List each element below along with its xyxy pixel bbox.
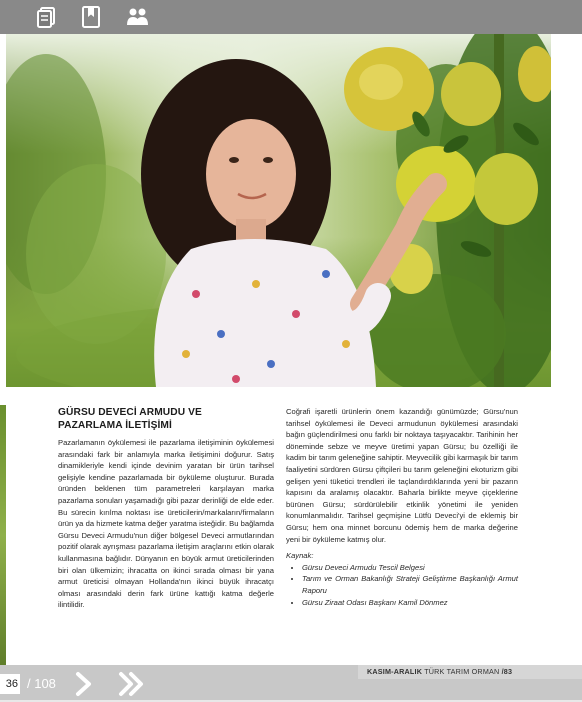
bookmark-icon[interactable] — [78, 4, 104, 30]
copy-icon[interactable] — [34, 4, 60, 30]
footer-magazine: TÜRK TARIM ORMAN — [424, 667, 500, 676]
adjacent-page-strip — [0, 405, 6, 667]
page-footer — [367, 667, 512, 676]
article-column-1 — [58, 437, 274, 611]
article-headline — [58, 406, 258, 432]
article-column-2 — [286, 406, 518, 608]
next-page-button[interactable] — [70, 671, 98, 697]
viewer-toolbar — [0, 0, 582, 34]
current-page-input[interactable]: 36 — [0, 674, 20, 694]
footer-page-number: /83 — [501, 667, 513, 676]
article-photo — [6, 34, 551, 387]
chevron-right-icon — [70, 671, 98, 697]
headline-line-1: GÜRSU DEVECİ ARMUDU VE — [58, 407, 202, 418]
column-2-text: Coğrafi işaretli ürünlerin önem kazandığı günümüzde; Gürsu'nun tarihsel öykülemesi ile Deveci armudunun öykülemesi arasındaki bağın güçlendirilmesi onu farklı bir noktaya taşıyacaktır. Tarihinin her döneminde sebze ve meyve üretimi yapan Gürsu; bu özelliği ile kadim bir tarım geleneğine sahiptir. Meyvecilik gibi karmaşık bir tarım faaliyetini sürdüren Gürsu çiftçileri bu tarım geleneğini ekoturizm gibi gelişen yeni tüketici trendleri ile taçlandırdıklarında yeni bir pazarın kapısını da aralamış olacaktır. Baharla birlikte meyve çiçeklerine bürünen Gürsu; sürdürülebilir etkinlik yönetimi ile yeniden konumlanmalıdır. Tarihsel geçmişine Lütfü Deveci'yi de eklemiş bir Gürsu; hem ona minnet borcunu ödemiş hem de marka değerine yeni bir öyküleme katmış olur. — [286, 407, 518, 544]
double-chevron-right-icon — [117, 671, 145, 697]
headline-line-2: PAZARLAMA İLETİŞİMİ — [58, 420, 172, 431]
source-item: • Tarım ve Orman Bakanlığı Strateji Geliştirme Başkanlığı Armut Raporu — [302, 573, 518, 596]
sources-title: Kaynak: — [286, 551, 314, 561]
column-1-text: Pazarlamanın öykülemesi ile pazarlama iletişiminin öykülemesi arasındaki fark bir anlamıyla marka iletişimini doğurur. Satış dinamikleriyle kendi içinde devinim yaratan bir ürün tarihsel gelişiyle kendine pazarlamada bir öyküleme oluşturur. Burada üründen beklenen tüm parametreleri karşılayan marka pazarlama sonuları yaşamadığı gibi pazar derinliği de elde eder. Bu sürecin kırılma noktası ise üreticilerin/markaların/firmaların ürün ya da hizmete katma değer yaratma isteğidir. Bu bağlamda Gürsu Deveci Armudu'nun diğer bölgesel Deveci armutlarından pozitif olarak ayrışması pazarlama iletişim araçlarını etkin olarak kullanmasına bağlıdır. Dünyanın en büyük armut üreticilerinden biri olan ülkemizin; ihracatta on ikinci sırada olması bir yana armut üreticisi olmayan Hollanda'nın ikinci büyük ihracatçı olması arasındaki derin fark ürüne kattığı katma değerle ilintilidir. — [58, 438, 274, 610]
source-item: • Gürsu Deveci Armudu Tescil Belgesi — [302, 562, 518, 574]
total-pages: / 108 — [27, 676, 56, 691]
last-page-button[interactable] — [117, 671, 145, 697]
sources-list — [286, 562, 518, 608]
source-item: • Gürsu Ziraat Odası Başkanı Kamil Dönmez — [302, 597, 518, 609]
share-users-icon[interactable] — [124, 4, 150, 30]
footer-issue: KASIM-ARALIK — [367, 667, 423, 676]
